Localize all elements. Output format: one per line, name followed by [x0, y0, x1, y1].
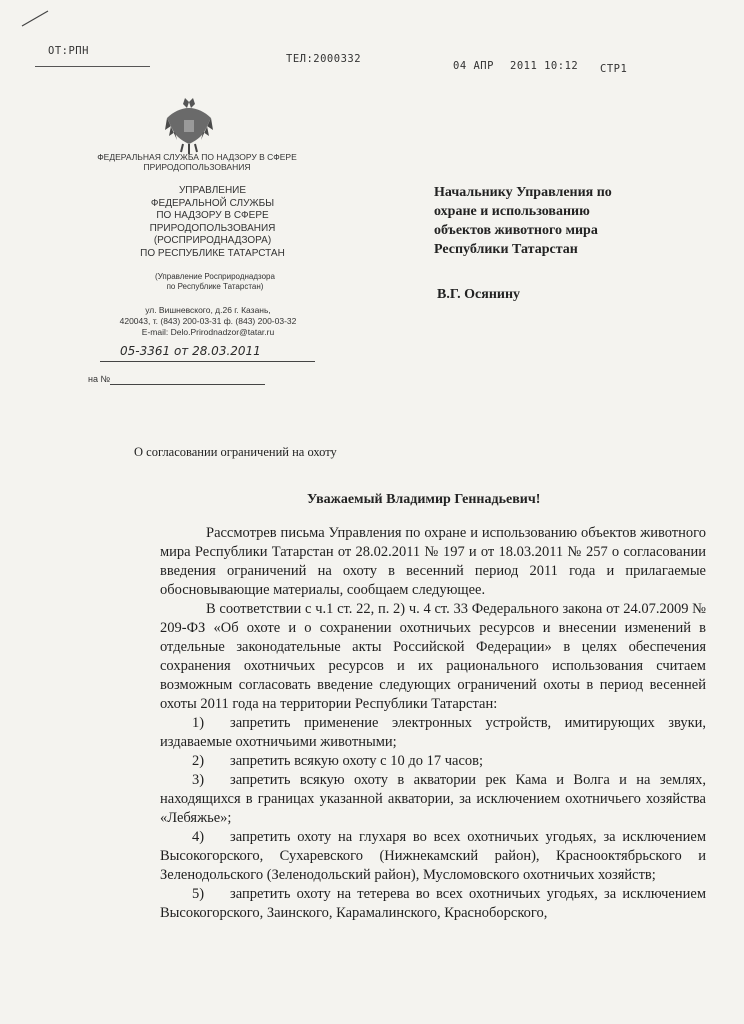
list-item — [160, 714, 706, 752]
list-item-number: 4) — [192, 829, 205, 845]
list-item-text: запретить всякую охоту в акватории рек Кама и Волга и на землях, находящихся в границах указанной акватории, за исключением охотничьего хозяйства «Лебяжье»; — [160, 772, 706, 826]
addressee-block — [434, 183, 694, 259]
addressee-name: В.Г. Осянину — [437, 287, 521, 302]
list-item-text: запретить применение электронных устройств, имитирующих звуки, издаваемые охотничьими животными; — [160, 715, 706, 750]
addressee-line: охране и использованию — [434, 204, 590, 219]
short-name-line: (Управление Росприроднадзора — [155, 272, 275, 281]
fax-time: 2011 10:12 — [510, 60, 579, 72]
list-item — [160, 828, 706, 885]
fax-date: 04 АПР — [453, 60, 494, 72]
list-item — [160, 771, 706, 828]
list-item-text: запретить охоту на тетерева во всех охотничьих угодьях, за исключением Высокогорского, Заинского, Карамалинского, Красноборского, — [160, 886, 706, 921]
address-email: E-mail: Delo.Prirodnadzor@tatar.ru — [141, 327, 275, 337]
dept-line: ПРИРОДОПОЛЬЗОВАНИЯ — [149, 222, 276, 234]
service-name-text: ФЕДЕРАЛЬНАЯ СЛУЖБА ПО НАДЗОРУ В СФЕРЕ ПРИРОДОПОЛЬЗОВАНИЯ — [97, 152, 297, 172]
short-name-line: по Республике Татарстан) — [166, 282, 264, 291]
fax-page: СТР1 — [600, 63, 628, 75]
reference-label: на № — [88, 374, 111, 384]
list-item-number: 1) — [192, 715, 205, 731]
dept-line: УПРАВЛЕНИЕ — [178, 185, 247, 196]
address-line: ул. Вишневского, д.26 г. Казань, — [145, 305, 271, 315]
dept-line: ФЕДЕРАЛЬНОЙ СЛУЖБЫ — [150, 197, 275, 209]
corner-mark — [20, 8, 50, 28]
fax-underline — [35, 66, 150, 67]
list-item-number: 5) — [192, 886, 205, 902]
list-item — [160, 752, 706, 771]
letter-greeting: Уважаемый Владимир Геннадьевич! — [307, 492, 541, 507]
dept-line: ПО РЕСПУБЛИКЕ ТАТАРСТАН — [140, 247, 285, 259]
letter-subject: О согласовании ограничений на охоту — [134, 445, 337, 459]
list-item-number: 2) — [192, 753, 205, 769]
service-name — [72, 152, 322, 172]
outgoing-number-underline — [100, 361, 315, 362]
outgoing-number: 05-3361 от 28.03.2011 — [120, 344, 261, 358]
addressee-line: Начальнику Управления по — [434, 185, 612, 200]
list-item-text: запретить всякую охоту с 10 до 17 часов; — [230, 753, 484, 769]
fax-phone: ТЕЛ:2000332 — [286, 53, 362, 65]
department-block — [115, 185, 310, 260]
list-item-text: запретить охоту на глухаря во всех охотничьих угодьях, за исключением Высокогорского, Сухаревского (Нижнекамский район), Краснооктябрьского и Зеленодольского (Зеленодольский район), Мусломовского охотничьих хозяйств; — [160, 829, 706, 883]
coat-of-arms-emblem — [163, 96, 215, 156]
department-short-name — [130, 272, 300, 292]
list-item-number: 3) — [192, 772, 205, 788]
dept-line: ПО НАДЗОРУ В СФЕРЕ — [156, 210, 269, 221]
letter-body — [160, 524, 706, 923]
fax-from: ОТ:РПН — [48, 45, 89, 57]
dept-line: (РОСПРИРОДНАДЗОРА) — [153, 235, 272, 246]
addressee-line: объектов животного мира — [434, 223, 598, 238]
address-line: 420043, т. (843) 200-03-31 ф. (843) 200-03-32 — [119, 316, 297, 326]
addressee-line: Республики Татарстан — [434, 242, 578, 257]
body-paragraph: Рассмотрев письма Управления по охране и использованию объектов животного мира Республики Татарстан от 28.02.2011 № 197 и от 18.03.2011 № 257 о согласовании введения ограничений на охоту в весенний период 2011 года и прилагаемые обосновывающие материалы, сообщаем следующее. — [160, 525, 706, 598]
list-item — [160, 885, 706, 923]
sender-address — [88, 305, 328, 338]
body-paragraph: В соответствии с ч.1 ст. 22, п. 2) ч. 4 ст. 33 Федерального закона от 24.07.2009 № 209-ФЗ «Об охоте и о сохранении охотничьих ресурсов и внесении изменений в отдельные законодательные акты Российской Федерации» в целях обеспечения сохранения охотничьих ресурсов и их рационального использования считаем возможным согласовать введение следующих ограничений охоты в период весенней охоты 2011 года на территории Республики Татарстан: — [160, 601, 706, 712]
reference-underline — [110, 384, 265, 385]
